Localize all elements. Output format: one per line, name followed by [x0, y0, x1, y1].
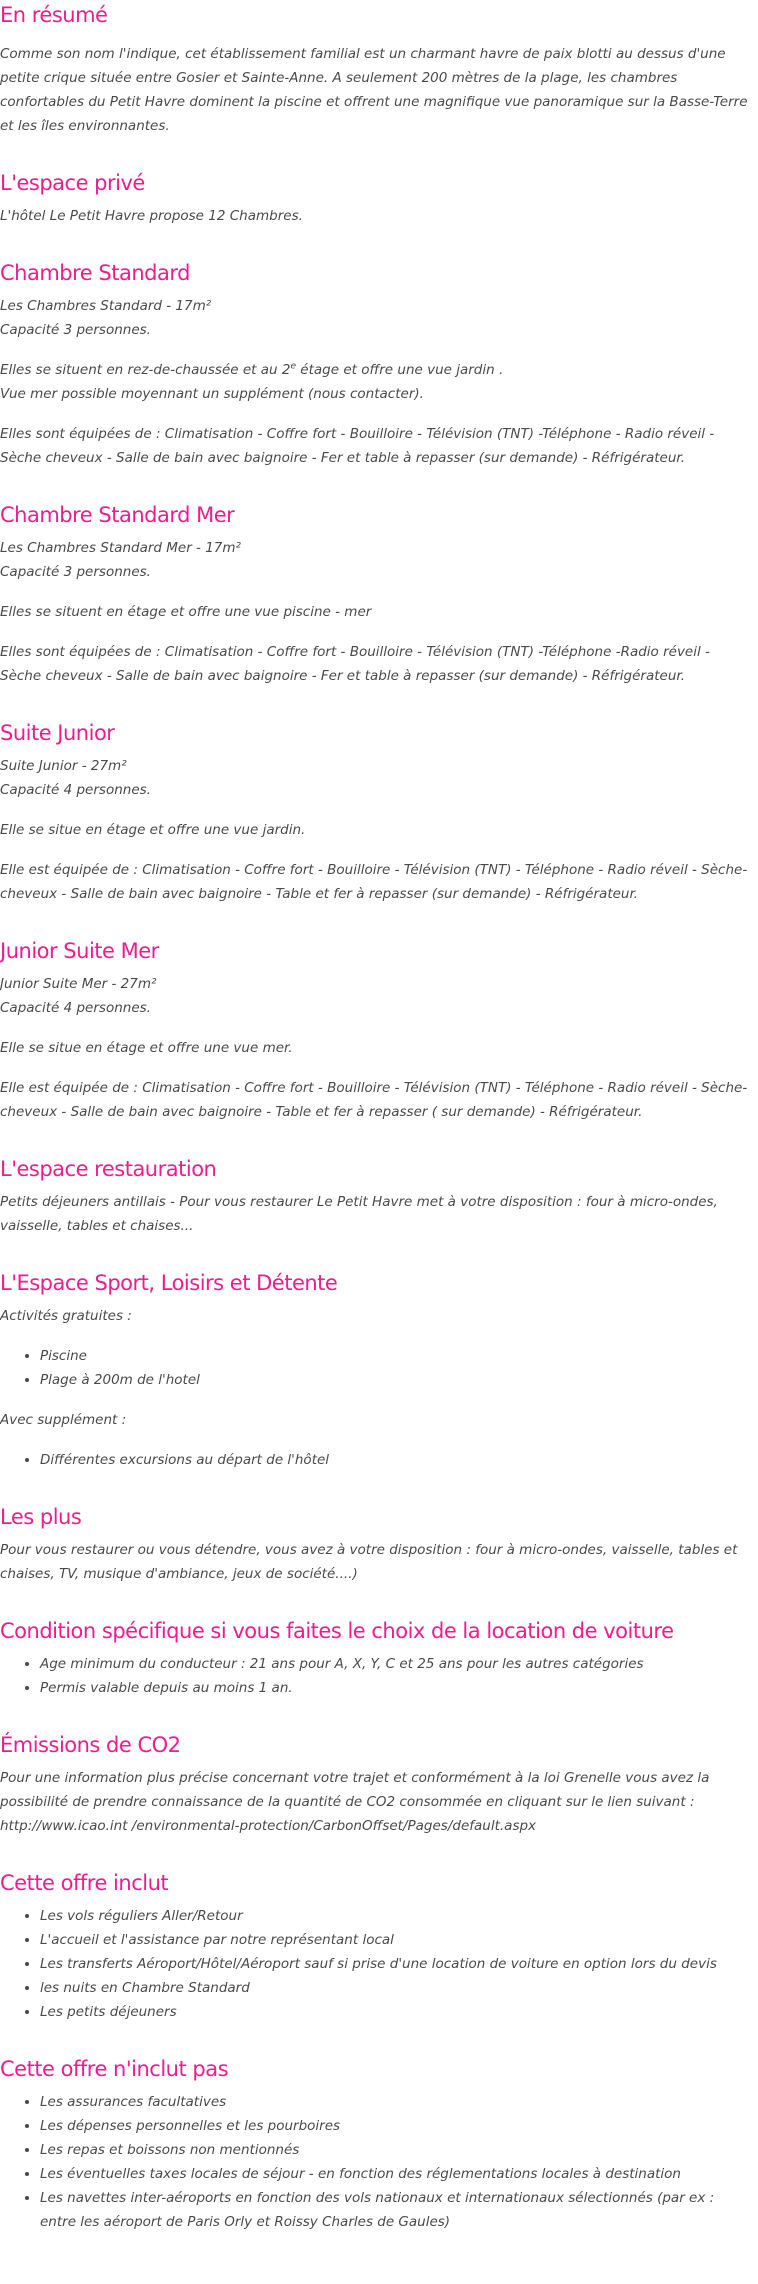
section-title: Suite Junior	[0, 721, 115, 745]
room-equipment: Elles sont équipées de : Climatisation - Coffre fort - Bouilloire - Télévision (TNT) -Téléphone -Radio réveil - Sèche cheveux - Salle de bain avec baignoire - Fer et table à repasser (sur demande) - Réfrigérateur.	[0, 644, 710, 684]
room-location: Elle se situe en étage et offre une vue jardin.	[0, 822, 306, 838]
section-suite-junior	[0, 718, 748, 906]
section-title: L'espace privé	[0, 171, 145, 195]
ordinal-suffix: e	[290, 361, 297, 372]
section-title: Cette offre n'inclut pas	[0, 2057, 229, 2081]
paragraph: Comme son nom l'indique, cet établissement familial est un charmant havre de paix blotti au dessus d'une petite crique située entre Gosier et Sainte-Anne. A seulement 200 mètres de la plage, les chambres confortables du Petit Havre dominent la piscine et offrent une magnifique vue panoramique sur la Basse-Terre et les îles environnantes.	[0, 46, 748, 134]
list-item: • Les transferts Aéroport/Hôtel/Aéroport sauf si prise d'une location de voiture en option lors du devis	[40, 1952, 748, 1976]
condition-list	[0, 1652, 748, 1700]
section-offre-n-inclut-pas	[0, 2054, 748, 2234]
room-size: Les Chambres Standard Mer - 17m²	[0, 540, 241, 556]
room-location	[0, 358, 748, 382]
free-activities-label: Activités gratuites :	[0, 1308, 132, 1324]
list-item: • Permis valable depuis au moins 1 an.	[40, 1676, 748, 1700]
section-title: Junior Suite Mer	[0, 939, 159, 963]
list-item: • Les assurances facultatives	[40, 2090, 748, 2114]
list-item: • Les dépenses personnelles et les pourboires	[40, 2114, 748, 2138]
room-size: Junior Suite Mer - 27m²	[0, 976, 157, 992]
paid-activities-list	[0, 1448, 748, 1472]
room-location: Elles se situent en étage et offre une vue piscine - mer	[0, 604, 372, 620]
section-title: Cette offre inclut	[0, 1871, 169, 1895]
section-les-plus	[0, 1502, 748, 1586]
room-equipment: Elle est équipée de : Climatisation - Coffre fort - Bouilloire - Télévision (TNT) - Téléphone - Radio réveil - Sèche-cheveux - Salle de bain avec baignoire - Table et fer à repasser (sur demande) - Réfrigérateur.	[0, 862, 748, 902]
section-resume	[0, 0, 748, 138]
room-location-text: Elles se situent en rez-de-chaussée et au 2	[0, 362, 291, 378]
section-title: Chambre Standard	[0, 261, 190, 285]
list-item: • Différentes excursions au départ de l'hôtel	[40, 1448, 748, 1472]
free-activities-list	[0, 1344, 748, 1392]
section-offre-inclut	[0, 1868, 748, 2024]
section-title: L'espace restauration	[0, 1157, 217, 1181]
room-size: Les Chambres Standard - 17m²	[0, 298, 212, 314]
list-item: • Les vols réguliers Aller/Retour	[40, 1904, 748, 1928]
section-title: En résumé	[0, 3, 108, 27]
section-title: L'Espace Sport, Loisirs et Détente	[0, 1271, 338, 1295]
section-espace-prive	[0, 168, 748, 228]
room-equipment: Elle est équipée de : Climatisation - Coffre fort - Bouilloire - Télévision (TNT) - Téléphone - Radio réveil - Sèche-cheveux - Salle de bain avec baignoire - Table et fer à repasser ( sur demande) - Réfrigérateur.	[0, 1080, 748, 1120]
room-location: Elle se situe en étage et offre une vue mer.	[0, 1040, 293, 1056]
section-title: Chambre Standard Mer	[0, 503, 235, 527]
section-restauration	[0, 1154, 748, 1238]
list-item: • Les repas et boissons non mentionnés	[40, 2138, 748, 2162]
section-title: Émissions de CO2	[0, 1733, 181, 1757]
room-location-note: Vue mer possible moyennant un supplément (nous contacter).	[0, 386, 424, 402]
room-capacity: Capacité 4 personnes.	[0, 782, 151, 798]
section-title: Les plus	[0, 1505, 82, 1529]
section-chambre-standard-mer	[0, 500, 748, 688]
excluded-list	[0, 2090, 748, 2234]
paragraph: L'hôtel Le Petit Havre propose 12 Chambres.	[0, 208, 303, 224]
list-item: • Les navettes inter-aéroports en fonction des vols nationaux et internationaux sélectionnés (par ex : entre les aéroport de Paris Orly et Roissy Charles de Gaules)	[40, 2186, 748, 2234]
paragraph: Pour vous restaurer ou vous détendre, vous avez à votre disposition : four à micro-ondes, vaisselle, tables et chaises, TV, musique d'ambiance, jeux de société....)	[0, 1542, 738, 1582]
room-location-text: étage et offre une vue jardin .	[296, 362, 504, 378]
list-item: • Plage à 200m de l'hotel	[40, 1368, 748, 1392]
room-size: Suite Junior - 27m²	[0, 758, 127, 774]
section-title: Condition spécifique si vous faites le choix de la location de voiture	[0, 1619, 674, 1643]
room-capacity: Capacité 3 personnes.	[0, 564, 151, 580]
paragraph: Petits déjeuners antillais - Pour vous restaurer Le Petit Havre met à votre disposition : four à micro-ondes, vaisselle, tables et chaises...	[0, 1194, 718, 1234]
section-junior-suite-mer	[0, 936, 748, 1124]
list-item: • Age minimum du conducteur : 21 ans pour A, X, Y, C et 25 ans pour les autres catégories	[40, 1652, 748, 1676]
paid-activities-label: Avec supplément :	[0, 1412, 127, 1428]
list-item: • Les petits déjeuners	[40, 2000, 748, 2024]
section-emissions-co2	[0, 1730, 748, 1838]
room-capacity: Capacité 3 personnes.	[0, 322, 151, 338]
section-sport-loisirs	[0, 1268, 748, 1472]
list-item: • Piscine	[40, 1344, 748, 1368]
section-chambre-standard	[0, 258, 748, 470]
list-item: • L'accueil et l'assistance par notre représentant local	[40, 1928, 748, 1952]
paragraph: Pour une information plus précise concernant votre trajet et conformément à la loi Grenelle vous avez la possibilité de prendre connaissance de la quantité de CO2 consommée en cliquant sur le lien suivant : http://www.icao.int /environmental-protection/CarbonOffset/Pages/default.aspx	[0, 1770, 710, 1834]
section-condition-location-voiture	[0, 1616, 748, 1700]
room-equipment: Elles sont équipées de : Climatisation - Coffre fort - Bouilloire - Télévision (TNT) -Téléphone - Radio réveil - Sèche cheveux - Salle de bain avec baignoire - Fer et table à repasser (sur demande) - Réfrigérateur.	[0, 426, 715, 466]
list-item: • Les éventuelles taxes locales de séjour - en fonction des réglementations locales à destination	[40, 2162, 748, 2186]
list-item: • les nuits en Chambre Standard	[40, 1976, 748, 2000]
included-list	[0, 1904, 748, 2024]
room-capacity: Capacité 4 personnes.	[0, 1000, 151, 1016]
